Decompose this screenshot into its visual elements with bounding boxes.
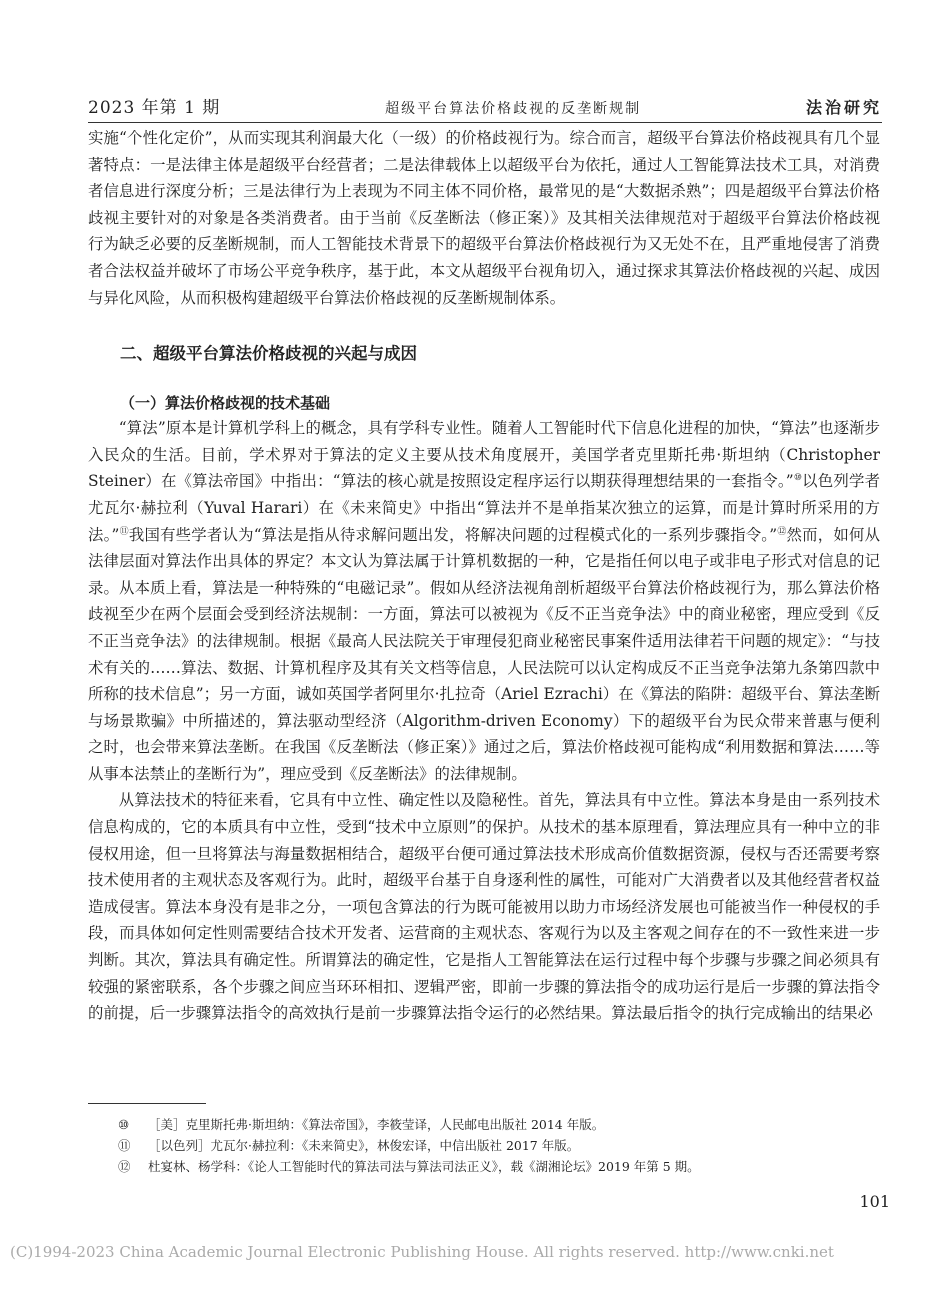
article-body (88, 125, 880, 1027)
running-header (88, 86, 882, 123)
section-heading: 二、超级平台算法价格歧视的兴起与成因 (120, 344, 417, 364)
intro-paragraph: 实施“个性化定价”，从而实现其利润最大化（一级）的价格歧视行为。综合而言，超级平台算法价格歧视具有几个显著特点：一是法律主体是超级平台经营者；二是法律载体上以超级平台为依托，通过人工智能算法技术工具，对消费者信息进行深度分析；三是法律行为上表现为不同主体不同价格，最常见的是“大数据杀熟”；四是超级平台算法价格歧视主要针对的对象是各类消费者。由于当前《反垄断法（修正案）》及其相关法律规范对于超级平台算法价格歧视行为缺乏必要的反垄断规制，而人工智能技术背景下的超级平台算法价格歧视行为又无处不在，且严重地侵害了消费者合法权益并破坏了市场公平竞争秩序，基于此，本文从超级平台视角切入，通过探求其算法价格歧视的兴起、成因与异化风险，从而积极构建超级平台算法价格歧视的反垄断规制体系。 (88, 129, 880, 307)
footnote-text: ［美］克里斯托弗·斯坦纳：《算法帝国》，李筱莹译，人民邮电出版社 2014 年版。 (148, 1117, 605, 1132)
journal-issue: 2023 年第 1 期 (88, 98, 221, 118)
footnotes (118, 1114, 878, 1177)
footnote-ref-12[interactable]: ⑫ (777, 526, 787, 537)
footnote-divider (88, 1103, 206, 1104)
footnote-mark: ⑪ (118, 1138, 131, 1153)
subsection-heading: （一）算法价格歧视的技术基础 (120, 394, 331, 413)
footnote-ref-10[interactable]: ⑩ (793, 473, 803, 484)
footnote-ref-11[interactable]: ⑪ (119, 526, 129, 537)
footnote-text: ［以色列］尤瓦尔·赫拉利：《未来简史》，林俊宏译，中信出版社 2017 年版。 (148, 1138, 580, 1153)
para1-text-b: 以色列学者尤瓦尔·赫拉利（Yuval Harari）在《未来简史》中指出“算法并不是单指某次独立的运算，而是计算时所采用的方法。” (88, 472, 880, 544)
paragraph-1 (88, 415, 880, 787)
copyright-watermark: (C)1994-2023 China Academic Journal Electronic Publishing House. All rights reserved. http://www.cnki.net (10, 1243, 834, 1261)
page-number: 101 (859, 1192, 890, 1211)
journal-name: 法治研究 (805, 98, 882, 117)
footnote-mark: ⑫ (118, 1159, 131, 1174)
paragraph-2: 从算法技术的特征来看，它具有中立性、确定性以及隐秘性。首先，算法具有中立性。算法本身是由一系列技术信息构成的，它的本质具有中立性，受到“技术中立原则”的保护。从技术的基本原理看，算法理应具有一种中立的非侵权用途，但一旦将算法与海量数据相结合，超级平台便可通过算法技术形成高价值数据资源，侵权与否还需要考察技术使用者的主观状态及客观行为。此时，超级平台基于自身逐利性的属性，可能对广大消费者以及其他经营者权益造成侵害。算法本身没有是非之分，一项包含算法的行为既可能被用以助力市场经济发展也可能被当作一种侵权的手段，而具体如何定性则需要结合技术开发者、运营商的主观状态、客观行为以及主客观之间存在的不一致性来进一步判断。其次，算法具有确定性。所谓算法的确定性，它是指人工智能算法在运行过程中每个步骤与步骤之间必须具有较强的紧密联系，各个步骤之间应当环环相扣、逻辑严密，即前一步骤的算法指令的成功运行是后一步骤的算法指令的前提，后一步骤算法指令的高效执行是前一步骤算法指令运行的必然结果。算法最后指令的执行完成输出的结果必 (88, 791, 880, 1023)
article-title-header: 超级平台算法价格歧视的反垄断规制 (385, 101, 642, 117)
footnote-mark: ⑩ (118, 1117, 130, 1132)
footnote-item (118, 1156, 878, 1177)
para1-text-c: 我国有些学者认为“算法是指从待求解问题出发，将解决问题的过程模式化的一系列步骤指令。” (128, 525, 778, 544)
footnote-item (118, 1135, 878, 1156)
footnote-text: 杜宴林、杨学科：《论人工智能时代的算法司法与算法司法正义》，载《湖湘论坛》2019 年第 5 期。 (148, 1159, 700, 1174)
para1-text-d: 然而，如何从法律层面对算法作出具体的界定？本文认为算法属于计算机数据的一种，它是指任何以电子或非电子形式对信息的记录。从本质上看，算法是一种特殊的“电磁记录”。假如从经济法视角剖析超级平台算法价格歧视行为，那么算法价格歧视至少在两个层面会受到经济法规制：一方面，算法可以被视为《反不正当竞争法》中的商业秘密，理应受到《反不正当竞争法》的法律规制。根据《最高人民法院关于审理侵犯商业秘密民事案件适用法律若干问题的规定》：“与技术有关的……算法、数据、计算机程序及其有关文档等信息，人民法院可以认定构成反不正当竞争法第九条第四款中所称的技术信息”；另一方面，诚如英国学者阿里尔·扎拉奇（Ariel Ezrachi）在《算法的陷阱：超级平台、算法垄断与场景欺骗》中所描述的，算法驱动型经济（Algorithm-driven Economy）下的超级平台为民众带来普惠与便利之时，也会带来算法垄断。在我国《反垄断法（修正案）》通过之后，算法价格歧视可能构成“利用数据和算法……等从事本法禁止的垄断行为”，理应受到《反垄断法》的法律规制。 (88, 525, 880, 783)
footnote-item (118, 1114, 878, 1135)
para1-text-a: “算法”原本是计算机学科上的概念，具有学科专业性。随着人工智能时代下信息化进程的加快，“算法”也逐渐步入民众的生活。目前，学术界对于算法的定义主要从技术角度展开，美国学者克里斯托弗·斯坦纳（Christopher Steiner）在《算法帝国》中指出：“算法的核心就是按照设定程序运行以期获得理想结果的一套指令。” (88, 419, 880, 491)
